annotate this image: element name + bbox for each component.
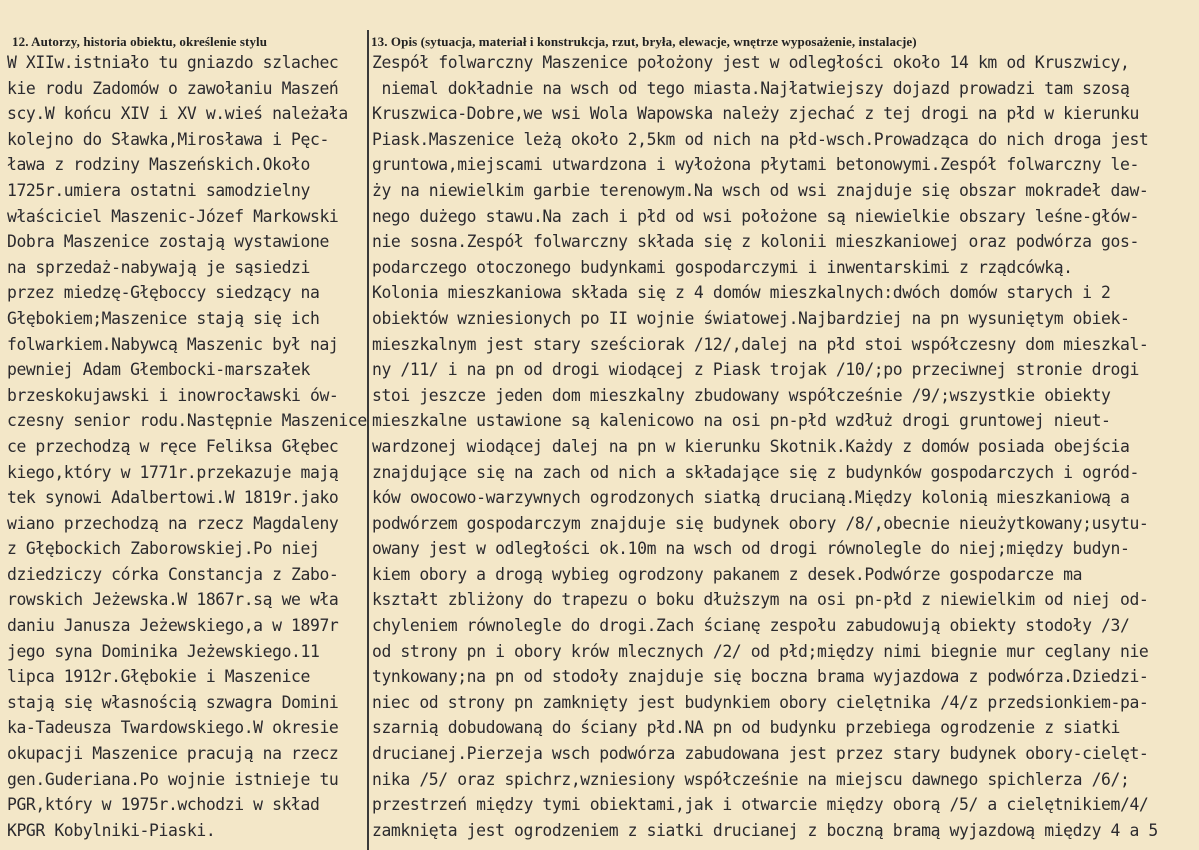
description-text-line: od strony pn i obory krów mlecznych /2/ od płd;między nimi biegnie mur ceglany nie [372, 641, 1149, 661]
description-text-line: szarnią dobudowaną do ściany płd.NA pn od budynku przebiega ogrodzenie z siatki [372, 718, 1120, 738]
description-text-line: znajdujące się na zach od nich a składające się z budynków gospodarczych i ogród- [372, 462, 1139, 482]
history-text-line: przez miedzę-Głęboccy siedzący na [7, 283, 320, 303]
history-text-line: kiego,który w 1771r.przekazuje mają [7, 462, 339, 482]
description-text-line: przestrzeń między tymi obiektami,jak i otwarcie między oborą /5/ a cielętnikiem/4/ [372, 795, 1149, 815]
description-text-line: nego dużego stawu.Na zach i płd od wsi położone są niewielkie obszary leśne-głów- [372, 206, 1139, 226]
description-text-line: stoi jeszcze jeden dom mieszkalny zbudowany współcześnie /9/;wszystkie obiekty [372, 385, 1111, 405]
history-text-line: na sprzedaż-nabywają je sąsiedzi [7, 257, 310, 277]
description-text-line: wardzonej wiodącej dalej na pn w kierunku Skotnik.Każdy z domów posiada obejścia [372, 436, 1130, 456]
description-text-line: Piask.Maszenice leżą około 2,5km od nich na płd-wsch.Prowadząca do nich droga jest [372, 129, 1149, 149]
history-text-line: rowskich Jeżewska.W 1867r.są we wła [7, 590, 339, 610]
description-text-line: podarczego otoczonego budynkami gospodarczymi i inwentarskimi z rządcówką. [372, 257, 1073, 277]
history-text-line: tek synowi Adalbertowi.W 1819r.jako [7, 488, 339, 508]
history-text-line: z Głębockich Zaborowskiej.Po niej [7, 539, 320, 559]
history-text-line: jego syna Dominika Jeżewskiego.11 [7, 641, 320, 661]
description-text-line: niec od strony pn zamknięty jest budynkiem obory cielętnika /4/z przedsionkiem-pa- [372, 692, 1149, 712]
history-text-line: Dobra Maszenice zostają wystawione [7, 232, 329, 252]
history-text-line: W XIIw.istniało tu gniazdo szlachec [7, 53, 339, 72]
history-text-line: czesny senior rodu.Następnie Maszenice [7, 411, 367, 431]
history-text-line: lipca 1912r.Głębokie i Maszenice [7, 667, 310, 687]
description-text-line: zamknięta jest ogrodzeniem z siatki drucianej z boczną bramą wyjazdową między 4 a 5 [372, 820, 1158, 840]
history-text-line: pewniej Adam Głembocki-marszałek [7, 360, 310, 380]
history-text-line: gen.Guderiana.Po wojnie istnieje tu [7, 769, 339, 789]
history-text-line: wiano przechodzą na rzecz Magdaleny [7, 513, 339, 533]
description-text-line: owany jest w odległości ok.10m na wsch od drogi równolegle do niej;między budyn- [372, 539, 1130, 559]
description-text-line: Zespół folwarczny Maszenice położony jest w odległości około 14 km od Kruszwicy, [372, 53, 1130, 72]
history-column [7, 50, 367, 843]
history-text-line: ce przechodzą w ręce Feliksa Głębec [7, 436, 339, 456]
history-text-line: okupacji Maszenice pracują na rzecz [7, 744, 339, 764]
description-text-line: nie sosna.Zespół folwarczny składa się z kolonii mieszkaniowej oraz podwórza gos- [372, 232, 1139, 252]
history-text-line: brzeskokujawski i inowrocławski ów- [7, 385, 339, 405]
description-text-line: chyleniem równolegle do drogi.Zach ścianę zespołu zabudowują obiekty stodoły /3/ [372, 616, 1130, 636]
history-text-line: 1725r.umiera ostatni samodzielny [7, 180, 310, 200]
history-text-line: ława z rodziny Maszeńskich.Około [7, 155, 310, 175]
description-text-line: ków owocowo-warzywnych ogrodzonych siatką drucianą.Między kolonią mieszkaniową a [372, 488, 1130, 508]
history-text-line: daniu Janusza Jeżewskiego,a w 1897r [7, 616, 339, 636]
description-text-line: Kolonia mieszkaniowa składa się z 4 domów mieszkalnych:dwóch domów starych i 2 [372, 283, 1111, 303]
column-divider [367, 30, 369, 850]
history-text-line: PGR,który w 1975r.wchodzi w skład [7, 795, 320, 815]
history-text-line: właściciel Maszenic-Józef Markowski [7, 206, 339, 226]
description-text-line: kiem obory a drogą wybieg ogrodzony pakanem z desek.Podwórze gospodarcze ma [372, 564, 1083, 584]
history-text-line: dziedziczy córka Constancja z Zabo- [7, 564, 339, 584]
history-text-line: KPGR Kobylniki-Piaski. [7, 820, 216, 840]
history-text-line: kolejno do Sławka,Mirosława i Pęc- [7, 129, 329, 149]
history-text-line: folwarkiem.Nabywcą Maszenic był naj [7, 334, 339, 354]
description-text-line: mieszkalne ustawione są kalenicowo na osi pn-płd wzdłuż drogi gruntowej nieut- [372, 411, 1111, 431]
section-12-header: 12. Autorzy, historia obiektu, określenie stylu [12, 34, 268, 49]
history-text-line: scy.W końcu XIV i XV w.wieś należała [7, 104, 348, 124]
history-text-line: stają się własnością szwagra Domini [7, 692, 339, 712]
description-text-line: gruntowa,miejscami utwardzona i wyłożona płytami betonowymi.Zespół folwarczny le- [372, 155, 1139, 175]
description-text-line: nika /5/ oraz spichrz,wzniesiony współcześnie na miejscu dawnego spichlerza /6/; [372, 769, 1130, 789]
history-text-line: ka-Tadeusza Twardowskiego.W okresie [7, 718, 339, 738]
description-text-line: kształt zbliżony do trapezu o boku dłuższym na osi pn-płd z niewielkim od niej od- [372, 590, 1149, 610]
description-text-line: Kruszwica-Dobre,we wsi Wola Wapowska należy zjechać z tej drogi na płd w kierunku [372, 104, 1139, 124]
section-13-header: 13. Opis (sytuacja, materiał i konstrukcja, rzut, bryła, elewacje, wnętrze wyposażenie, instalacje) [371, 34, 917, 49]
description-text-line: drucianej.Pierzeja wsch podwórza zabudowana jest przez stary budynek obory-cielęt- [372, 744, 1149, 764]
description-text-line: ży na niewielkim garbie terenowym.Na wsch od wsi znajduje się obszar mokradeł daw- [372, 180, 1149, 200]
description-column [372, 50, 1158, 843]
description-text-line: obiektów wzniesionych po II wojnie światowej.Najbardziej na pn wysuniętym obiek- [372, 308, 1130, 328]
description-text-line: niemal dokładnie na wsch od tego miasta.Najłatwiejszy dojazd prowadzi tam szosą [372, 78, 1130, 98]
description-text-line: tynkowany;na pn od stodoły znajduje się boczna brama wyjazdowa z podwórza.Dziedzi- [372, 667, 1149, 687]
description-text-line: ny /11/ i na pn od drogi wiodącej z Piask trojak /10/;po przeciwnej stronie drogi [372, 360, 1139, 380]
history-text-line: Głębokiem;Maszenice stają się ich [7, 308, 320, 328]
description-text-line: mieszkalnym jest stary sześciorak /12/,dalej na płd stoi współczesny dom mieszkal- [372, 334, 1149, 354]
description-text-line: podwórzem gospodarczym znajduje się budynek obory /8/,obecnie nieużytkowany;usytu- [372, 513, 1149, 533]
history-text-line: kie rodu Zadomów o zawołaniu Maszeń [7, 78, 339, 98]
